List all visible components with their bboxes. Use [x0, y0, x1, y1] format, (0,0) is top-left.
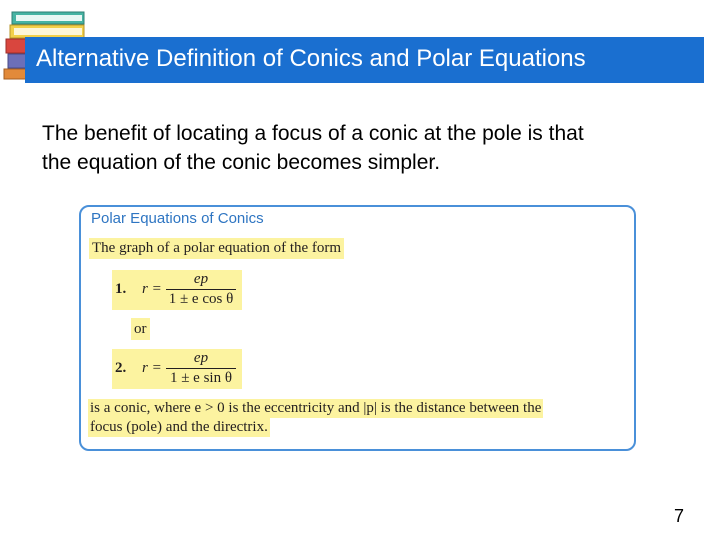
- equation-1: [112, 270, 242, 310]
- equation-2: [112, 349, 242, 389]
- body-line-1: The benefit of locating a focus of a conic at the pole is that: [42, 122, 584, 145]
- page-number: 7: [674, 506, 685, 526]
- equation-number: 1.: [115, 281, 127, 297]
- conclusion-line-1: is a conic, where e > 0 is the eccentricity and |p| is the distance between the: [90, 400, 542, 416]
- body-text: [42, 119, 682, 177]
- equation-lhs: r =: [142, 281, 162, 297]
- definition-intro: The graph of a polar equation of the form: [89, 238, 344, 259]
- equation-lhs: r =: [142, 360, 162, 376]
- equation-fraction: [164, 270, 238, 309]
- fraction-numerator: ep: [193, 350, 209, 366]
- equation-fraction: [164, 349, 238, 388]
- body-line-2: the equation of the conic becomes simpler.: [42, 151, 441, 174]
- slide-title: Alternative Definition of Conics and Polar Equations: [36, 45, 586, 72]
- fraction-numerator: ep: [193, 271, 209, 287]
- fraction-denominator: 1 ± e cos θ: [168, 291, 234, 307]
- conclusion-line-2: focus (pole) and the directrix.: [90, 419, 268, 435]
- equation-number: 2.: [115, 360, 127, 376]
- or-connector: or: [131, 318, 150, 340]
- fraction-denominator: 1 ± e sin θ: [169, 370, 233, 386]
- definition-box-title: Polar Equations of Conics: [91, 210, 264, 227]
- definition-conclusion: [88, 399, 543, 437]
